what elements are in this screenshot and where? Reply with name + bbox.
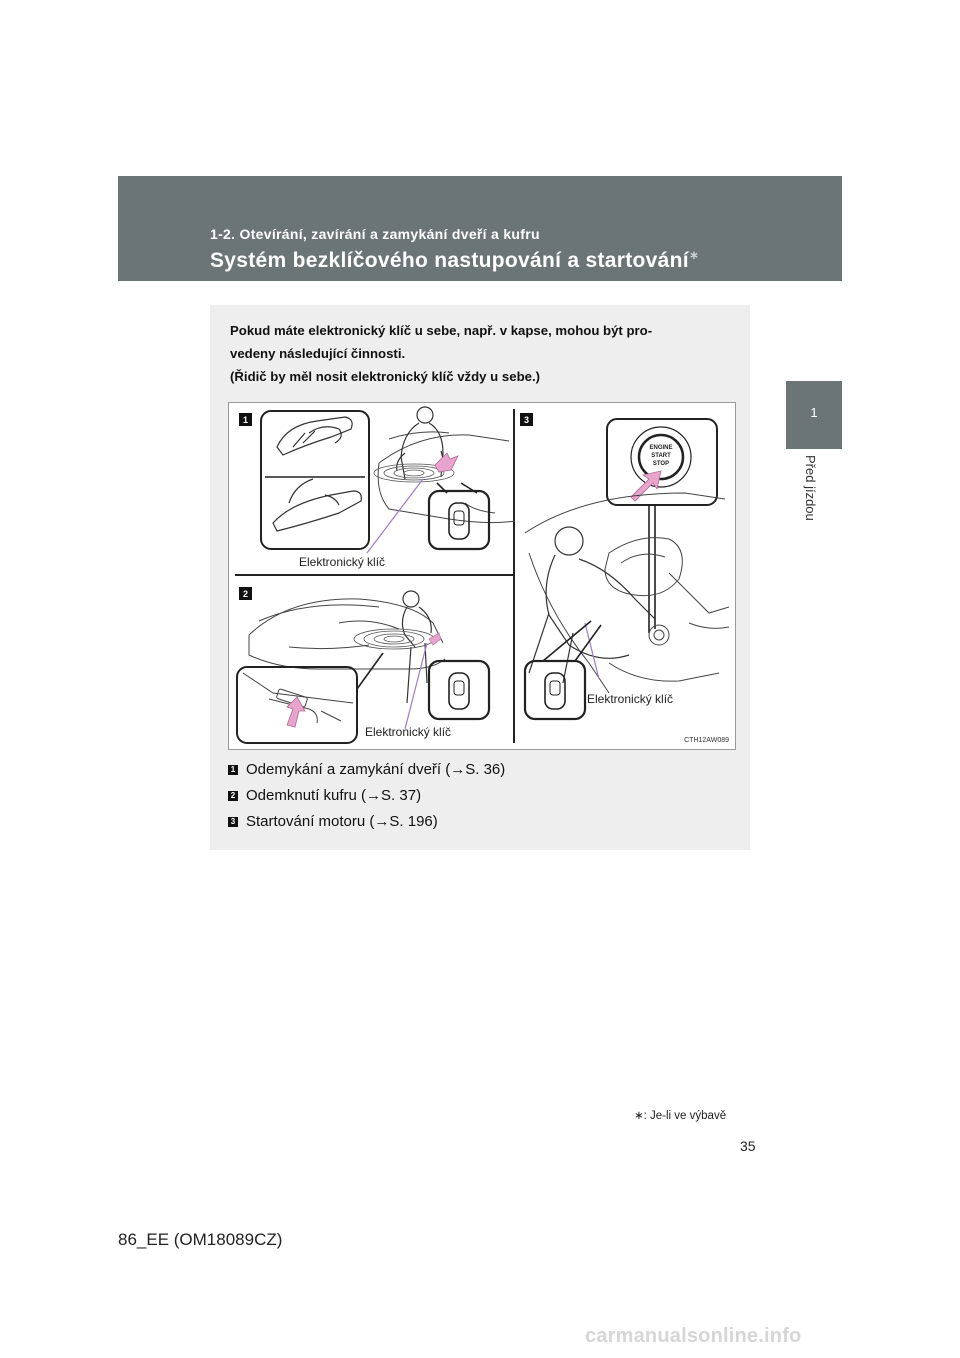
signal-waves-2 — [354, 629, 434, 649]
chapter-header — [118, 176, 842, 281]
hand-on-handle-drawing — [273, 417, 361, 531]
push-arrow-3 — [631, 471, 661, 501]
section-heading: 1-2. Otevírání, zavírání a zamykání dveří a kufru — [210, 226, 540, 242]
button-text-stop: STOP — [652, 461, 670, 467]
panel-badge-3-text: 3 — [523, 415, 530, 425]
legend-number-badge: 1 — [228, 765, 238, 775]
callout-key-2: Elektronický klíč — [365, 725, 452, 739]
touch-arrow-2 — [287, 697, 305, 727]
content-panel — [210, 305, 750, 850]
legend-text: Odemknutí kufru (→S. 37) — [246, 787, 422, 804]
optional-equipment-mark: ∗ — [688, 248, 700, 262]
panel-badge-3 — [520, 413, 533, 426]
start-button-inset — [607, 419, 717, 633]
car-rear-drawing — [249, 599, 445, 669]
panel-badge-1-text: 1 — [242, 415, 249, 425]
intro-text — [230, 319, 730, 388]
chapter-tab[interactable] — [786, 381, 842, 449]
callout-line-1 — [367, 479, 423, 553]
legend-text: Odemykání a zamykání dveří (→S. 36) — [246, 761, 506, 778]
callout-key-3: Elektronický klíč — [587, 692, 674, 706]
intro-line: vedeny následující činnosti. — [230, 346, 406, 361]
legend-number-badge: 3 — [228, 817, 238, 827]
page-title — [210, 248, 699, 273]
page-title-text: Systém bezklíčového nastupování a startování — [210, 249, 689, 272]
illustration — [228, 402, 736, 750]
watermark[interactable]: carmanualsonline.info — [585, 1325, 802, 1347]
driver-drawing — [529, 527, 655, 683]
callout-key-1: Elektronický klíč — [299, 555, 386, 569]
button-text-start: START — [651, 453, 671, 459]
chapter-label: Před jízdou — [803, 455, 818, 521]
illustration-drawing — [229, 403, 735, 749]
panel-badge-2-text: 2 — [242, 589, 249, 599]
chapter-number: 1 — [810, 405, 818, 420]
figure-code: CTH12AW089 — [684, 737, 729, 744]
intro-line: (Řidič by měl nosit elektronický klíč vždy u sebe.) — [230, 369, 541, 384]
panel-badge-1 — [239, 413, 252, 426]
intro-line: Pokud máte elektronický klíč u sebe, např. v kapse, mohou být pro- — [230, 323, 653, 338]
chapter-label-box — [794, 455, 834, 545]
button-text-engine: ENGINE — [649, 445, 673, 451]
touch-arrow-1 — [435, 453, 458, 472]
smart-key-1 — [429, 483, 489, 549]
legend-number-badge: 2 — [228, 791, 238, 801]
footnote: ∗: Je-li ve výbavě — [634, 1110, 727, 1122]
panel-badge-2 — [239, 587, 252, 600]
document-code: 86_EE (OM18089CZ) — [118, 1230, 283, 1249]
legend-text: Startování motoru (→S. 196) — [246, 813, 438, 830]
smart-key-2 — [429, 661, 489, 719]
driver-cabin-drawing — [525, 493, 729, 693]
page-number: 35 — [740, 1138, 756, 1154]
car-door-drawing — [378, 432, 515, 523]
